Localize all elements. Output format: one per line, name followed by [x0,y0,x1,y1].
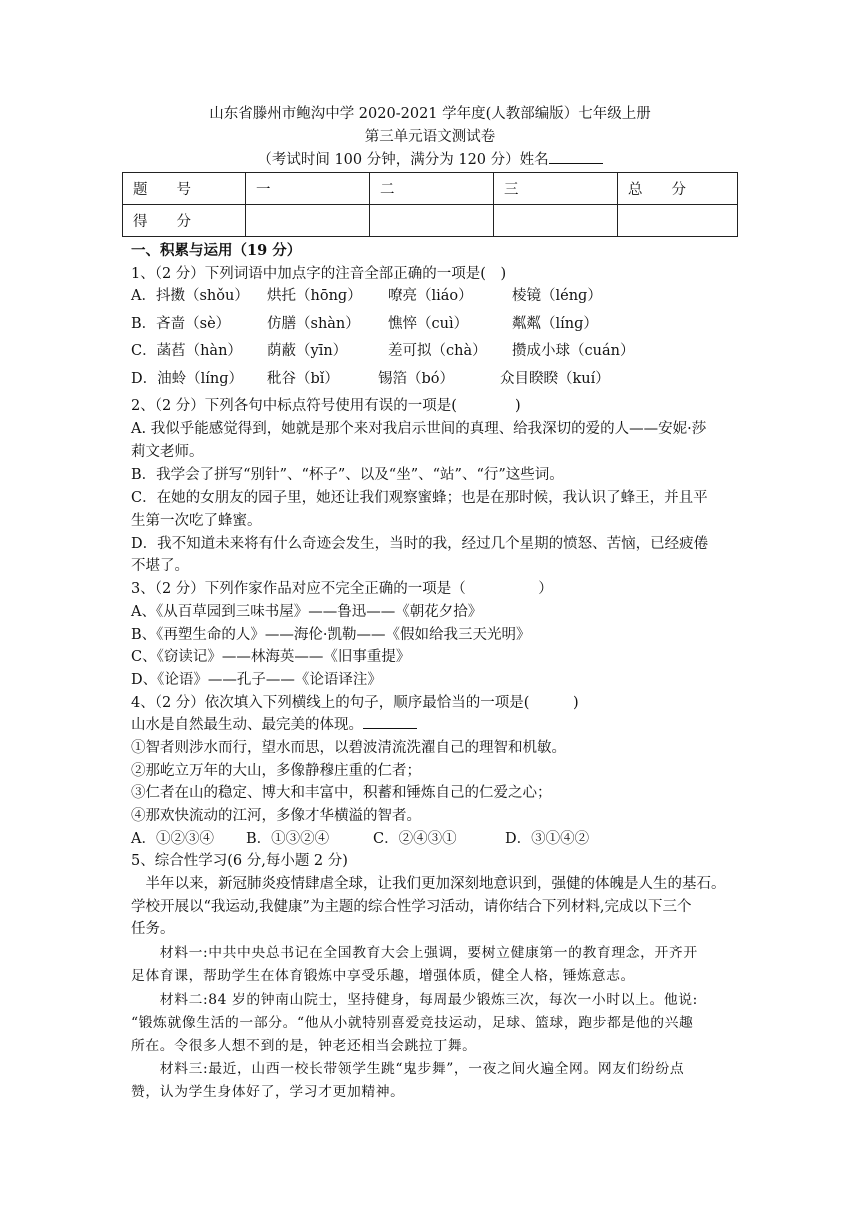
q4-sentence-2: ②那屹立万年的大山，多像静穆庄重的仁者； [131,763,421,779]
material-2-line-3: 所在。令很多人想不到的是，钟老还相当会跳拉丁舞。 [131,1038,477,1054]
material-1-line-2: 足体育课，帮助学生在体育锻炼中享受乐趣，增强体质，健全人格，锤炼意志。 [131,968,635,984]
score-cell: 总 分 [618,173,738,205]
score-table-row-score [123,205,738,237]
q4-option-d: D．③①④② [505,831,590,847]
material-2-line-1: 材料二:84 岁的钟南山院士，坚持健身，每周最少锻炼三次，每次一小时以上。他说: [131,992,698,1008]
score-input-cell[interactable] [494,205,618,237]
q1-option-a-2: 烘托（hōnɡ） [267,288,362,304]
question-1-stem: 1、（2 分）下列词语中加点字的注音全部正确的一项是( ) [131,266,507,282]
q4-answer-blank[interactable] [363,714,417,729]
q3-option-d: D、《论语》——孔子——《论语译注》 [131,672,382,688]
exam-title-line-1: 山东省滕州市鲍沟中学 2020-2021 学年度(人教部编版）七年级上册 [209,106,651,122]
score-input-cell[interactable] [370,205,494,237]
q1-option-b-2: 仿膳（shàn） [267,316,360,332]
q2-option-a-cont: 莉文老师。 [131,444,204,460]
score-cell: 三 [494,173,618,205]
q4-option-a: A．①②③④ [131,831,214,847]
score-input-cell[interactable] [618,205,738,237]
q2-option-d: D．我不知道未来将有什么奇迹会发生，当时的我，经过几个星期的愤怒、苦恼，已经疲倦 [131,536,709,552]
q4-intro-text: 山水是自然最生动、最完美的体现。 [131,717,363,733]
q3-option-a: A、《从百草园到三味书屋》——鲁迅——《朝花夕拾》 [131,604,483,620]
question-4-stem: 4、（2 分）依次填入下列横线上的句子，顺序最恰当的一项是( ) [131,695,579,711]
exam-title-line-2: 第三单元语文测试卷 [364,129,496,145]
q4-option-b: B．①③②④ [246,831,330,847]
material-3-line-1: 材料三:最近，山西一校长带领学生跳“鬼步舞”，一夜之间火遍全网。网友们纷纷点 [131,1061,685,1077]
q1-option-d-4: 众目睽睽（kuí） [500,371,610,387]
material-1-line-1: 材料一:中共中央总书记在全国教育大会上强调，要树立健康第一的教育理念，开齐开 [131,945,698,961]
question-3-stem: 3、（2 分）下列作家作品对应不完全正确的一项是（ ） [131,581,553,597]
q2-option-a: A. 我似乎能感觉得到，她就是那个来对我启示世间的真理、给我深切的爱的人——安妮·莎 [131,421,707,437]
name-blank[interactable] [549,149,603,164]
q1-option-d-3: 锡箔（bó） [378,371,455,387]
q1-option-b-4: 粼粼（línɡ） [512,316,598,332]
q1-option-b-3: 憔悴（cuì） [388,316,469,332]
q3-option-b: B、《再塑生命的人》——海伦·凯勒——《假如给我三天光明》 [131,627,531,643]
question-5-stem: 5、综合性学习(6 分,每小题 2 分) [131,853,348,869]
q5-paragraph-line-3: 任务。 [131,921,175,937]
q1-option-c-1: C．菡萏（hàn） [131,343,242,359]
q1-option-a-1: A．抖擞（shǒu） [131,288,249,304]
exam-info-text: （考试时间 100 分钟，满分为 120 分）姓名 [257,152,549,168]
q1-option-b-1: B．吝啬（sè） [131,316,231,332]
q4-sentence-1: ①智者则涉水而行，望水而思，以碧波清流洗濯自己的理智和机敏。 [131,740,566,756]
q4-intro [131,714,417,736]
q2-option-d-cont: 不堪了。 [131,558,189,574]
q1-option-a-3: 嘹亮（liáo） [388,288,473,304]
q2-option-b: B．我学会了拼写“别针”、“杯子”、以及“坐”、“站”、“行”这些词。 [131,467,564,483]
q5-paragraph-line-1: 半年以来，新冠肺炎疫情肆虐全球，让我们更加深刻地意识到，强健的体魄是人生的基石。 [131,876,726,892]
material-3-line-2: 赞，认为学生身体好了，学习才更加精神。 [131,1084,405,1100]
score-cell: 二 [370,173,494,205]
q1-option-c-2: 荫蔽（yīn） [267,343,348,359]
q1-option-c-3: 差可拟（chà） [388,343,487,359]
score-table-row-header [123,173,738,205]
q4-sentence-3: ③仁者在山的稳定、博大和丰富中，积蓄和锤炼自己的仁爱之心； [131,785,552,801]
q4-option-c: C．②④③① [373,831,457,847]
score-cell: 题 号 [123,173,246,205]
section-heading: 一、积累与运用（19 分） [131,242,302,259]
exam-info-line [0,149,860,171]
q5-paragraph-line-2: 学校开展以“我运动,我健康”为主题的综合性学习活动，请你结合下列材料,完成以下三个 [131,899,692,915]
score-input-cell[interactable] [246,205,370,237]
material-2-line-2: “锻炼就像生活的一部分。“他从小就特别喜爱竞技运动，足球、篮球，跑步都是他的兴趣 [131,1015,694,1031]
question-2-stem: 2、（2 分）下列各句中标点符号使用有误的一项是( ) [131,398,521,414]
q1-option-d-2: 秕谷（bǐ） [267,371,339,387]
q4-sentence-4: ④那欢快流动的江河，多像才华横溢的智者。 [131,808,421,824]
score-table [122,172,738,237]
q1-option-d-1: D．油蛉（línɡ） [131,371,244,387]
q1-option-a-4: 棱镜（lénɡ） [512,288,602,304]
score-cell: 一 [246,173,370,205]
q3-option-c: C、《窃读记》——林海英——《旧事重提》 [131,649,411,665]
q2-option-c: C．在她的女朋友的园子里，她还让我们观察蜜蜂；也是在那时候，我认识了蜂王，并且平 [131,490,708,506]
q2-option-c-cont: 生第一次吃了蜂蜜。 [131,513,262,529]
q1-option-c-4: 攒成小球（cuán） [512,343,635,359]
score-cell: 得 分 [123,205,246,237]
